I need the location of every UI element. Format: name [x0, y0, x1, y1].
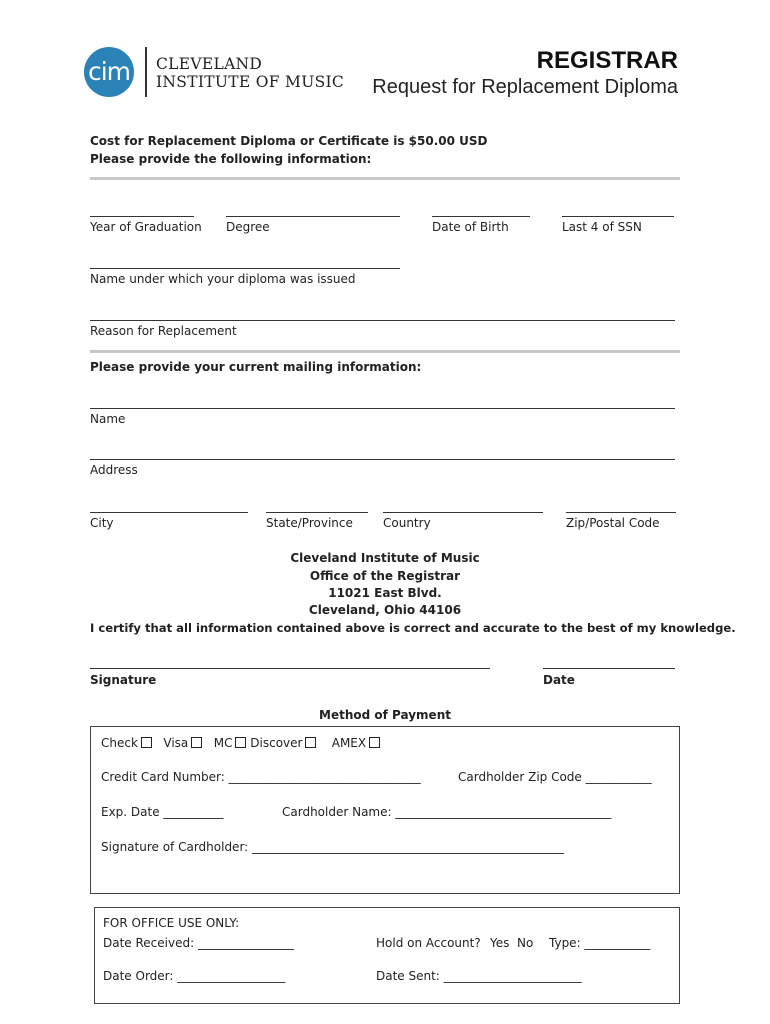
- logo-divider: [145, 47, 147, 97]
- degree-label: Degree: [226, 220, 270, 234]
- exp-date-field[interactable]: Exp. Date __________: [101, 805, 224, 819]
- date-received-field[interactable]: Date Received: ________________: [103, 936, 294, 950]
- address-line-2: Office of the Registrar: [309, 569, 461, 583]
- hold-yes[interactable]: Yes: [490, 936, 510, 950]
- cardholder-signature-field[interactable]: Signature of Cardholder: ____________________________________________________: [101, 840, 565, 854]
- date-order-field[interactable]: Date Order: __________________: [103, 969, 286, 983]
- mc-checkbox[interactable]: [235, 737, 246, 748]
- amex-checkbox[interactable]: [369, 737, 380, 748]
- section-divider-2: [90, 350, 680, 353]
- address-line[interactable]: [90, 459, 675, 460]
- cost-note: Cost for Replacement Diploma or Certificate is $50.00 USD: [90, 134, 488, 148]
- zip-line[interactable]: [566, 512, 676, 513]
- type-field[interactable]: Type: ___________: [549, 936, 651, 950]
- section-divider-1: [90, 177, 680, 180]
- country-label: Country: [383, 516, 431, 530]
- country-line[interactable]: [383, 512, 543, 513]
- discover-label: Discover: [250, 736, 303, 750]
- payment-heading: Method of Payment: [319, 708, 451, 722]
- office-heading: FOR OFFICE USE ONLY:: [103, 916, 240, 930]
- logo-line-1: CLEVELAND: [156, 55, 263, 73]
- check-label: Check: [101, 736, 138, 750]
- instruction-note: Please provide the following information:: [90, 152, 372, 166]
- cardholder-zip-field[interactable]: Cardholder Zip Code ___________: [458, 770, 652, 784]
- visa-checkbox[interactable]: [191, 737, 202, 748]
- cim-logo-mark: cim: [84, 47, 134, 97]
- page-subtitle: Request for Replacement Diploma: [372, 76, 678, 98]
- signature-line[interactable]: [90, 668, 490, 669]
- hold-no[interactable]: No: [517, 936, 534, 950]
- page-title: REGISTRAR: [536, 47, 678, 74]
- mc-label: MC: [213, 736, 233, 750]
- year-label: Year of Graduation: [90, 220, 202, 234]
- address-label: Address: [90, 463, 138, 477]
- zip-label: Zip/Postal Code: [566, 516, 660, 530]
- address-line-1: Cleveland Institute of Music: [290, 551, 480, 565]
- visa-label: Visa: [163, 736, 189, 750]
- payment-options: [101, 736, 380, 750]
- city-label: City: [90, 516, 114, 530]
- reason-line[interactable]: [90, 320, 675, 321]
- logo-line-2: INSTITUTE OF MUSIC: [156, 73, 345, 91]
- ssn-line[interactable]: [562, 216, 674, 217]
- cc-number-field[interactable]: Credit Card Number: ________________________________: [101, 770, 421, 784]
- cardholder-name-field[interactable]: Cardholder Name: ____________________________________: [282, 805, 612, 819]
- hold-label: Hold on Account?: [376, 936, 481, 950]
- date-line[interactable]: [543, 668, 675, 669]
- signature-label: Signature: [90, 673, 157, 687]
- logo-wordmark: [156, 55, 344, 91]
- date-sent-field[interactable]: Date Sent: _______________________: [376, 969, 582, 983]
- dob-label: Date of Birth: [432, 220, 509, 234]
- address-line-3: 11021 East Blvd.: [328, 586, 442, 600]
- state-line[interactable]: [266, 512, 368, 513]
- year-line[interactable]: [90, 216, 194, 217]
- certify-statement: I certify that all information contained above is correct and accurate to the best of my knowledge.: [90, 621, 736, 635]
- name-issued-line[interactable]: [90, 268, 400, 269]
- mail-name-label: Name: [90, 412, 126, 426]
- reason-label: Reason for Replacement: [90, 324, 237, 338]
- state-label: State/Province: [266, 516, 353, 530]
- date-label: Date: [543, 673, 575, 687]
- check-checkbox[interactable]: [141, 737, 152, 748]
- address-line-4: Cleveland, Ohio 44106: [308, 603, 462, 617]
- city-line[interactable]: [90, 512, 248, 513]
- dob-line[interactable]: [432, 216, 530, 217]
- mailing-heading: Please provide your current mailing information:: [90, 360, 422, 374]
- discover-checkbox[interactable]: [305, 737, 316, 748]
- amex-label: AMEX: [331, 736, 367, 750]
- mail-name-line[interactable]: [90, 408, 675, 409]
- ssn-label: Last 4 of SSN: [562, 220, 642, 234]
- name-issued-label: Name under which your diploma was issued: [90, 272, 356, 286]
- degree-line[interactable]: [226, 216, 400, 217]
